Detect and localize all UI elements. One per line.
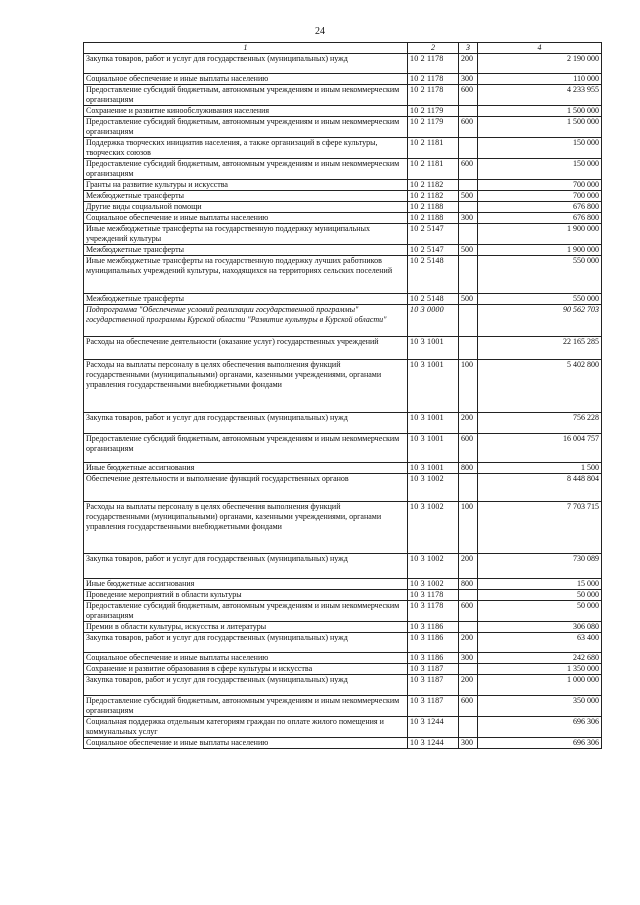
table-row <box>84 502 602 554</box>
table-row <box>84 202 602 213</box>
row-name-cell: Социальное обеспечение и иные выплаты населению <box>84 213 408 224</box>
row-sum-cell: 550 000 <box>478 294 602 305</box>
row-sum-cell: 50 000 <box>478 601 602 622</box>
row-type-cell <box>459 622 478 633</box>
row-name-cell: Сохранение и развитие образования в сфере культуры и искусства <box>84 664 408 675</box>
row-code-cell: 10 3 0000 <box>408 305 459 337</box>
row-code-cell: 10 3 1186 <box>408 633 459 653</box>
row-type-cell: 600 <box>459 434 478 463</box>
row-sum-cell: 63 400 <box>478 633 602 653</box>
row-sum-cell: 4 233 955 <box>478 85 602 106</box>
row-sum-cell: 1 900 000 <box>478 245 602 256</box>
row-name-cell: Расходы на обеспечение деятельности (оказание услуг) государственных учреждений <box>84 337 408 360</box>
row-name-cell: Иные межбюджетные трансферты на государственную поддержку лучших работников муниципальных учреждений культуры, находящихся на территориях сельских поселений <box>84 256 408 294</box>
row-type-cell: 200 <box>459 675 478 696</box>
row-type-cell <box>459 224 478 245</box>
row-type-cell: 600 <box>459 85 478 106</box>
row-sum-cell: 730 089 <box>478 554 602 579</box>
row-type-cell: 500 <box>459 294 478 305</box>
table-row <box>84 675 602 696</box>
row-sum-cell: 696 306 <box>478 738 602 749</box>
row-code-cell: 10 2 1179 <box>408 117 459 138</box>
row-code-cell: 10 2 1182 <box>408 191 459 202</box>
row-type-cell <box>459 138 478 159</box>
row-type-cell: 600 <box>459 117 478 138</box>
table-header-row <box>84 43 602 54</box>
row-code-cell: 10 3 1001 <box>408 463 459 474</box>
row-type-cell: 300 <box>459 738 478 749</box>
table-row <box>84 653 602 664</box>
row-name-cell: Предоставление субсидий бюджетным, автономным учреждениям и иным некоммерческим организациям <box>84 159 408 180</box>
row-name-cell: Расходы на выплаты персоналу в целях обеспечения выполнения функций государственными (муниципальными) органами, казенными учреждениями, органами управления государственными внебюджетными фондами <box>84 502 408 554</box>
row-sum-cell: 50 000 <box>478 590 602 601</box>
table-row <box>84 138 602 159</box>
row-sum-cell: 15 000 <box>478 579 602 590</box>
row-code-cell: 10 2 5147 <box>408 245 459 256</box>
table-row <box>84 224 602 245</box>
row-code-cell: 10 2 5148 <box>408 256 459 294</box>
row-type-cell <box>459 590 478 601</box>
row-sum-cell: 306 080 <box>478 622 602 633</box>
table-row <box>84 180 602 191</box>
row-sum-cell: 350 000 <box>478 696 602 717</box>
row-type-cell <box>459 305 478 337</box>
table-row <box>84 413 602 434</box>
row-type-cell: 800 <box>459 463 478 474</box>
row-name-cell: Гранты на развитие культуры и искусства <box>84 180 408 191</box>
row-code-cell: 10 2 5147 <box>408 224 459 245</box>
row-name-cell: Другие виды социальной помощи <box>84 202 408 213</box>
row-code-cell: 10 3 1001 <box>408 434 459 463</box>
row-type-cell: 500 <box>459 191 478 202</box>
row-name-cell: Иные межбюджетные трансферты на государственную поддержку муниципальных учреждений культуры <box>84 224 408 245</box>
table-row <box>84 633 602 653</box>
row-sum-cell: 700 000 <box>478 180 602 191</box>
row-type-cell: 800 <box>459 579 478 590</box>
row-name-cell: Сохранение и развитие кинообслуживания населения <box>84 106 408 117</box>
column-header-name: 1 <box>84 43 408 54</box>
table-row <box>84 463 602 474</box>
column-header-code: 2 <box>408 43 459 54</box>
row-code-cell: 10 3 1187 <box>408 675 459 696</box>
row-type-cell <box>459 664 478 675</box>
row-type-cell <box>459 180 478 191</box>
table-row <box>84 191 602 202</box>
row-sum-cell: 90 562 703 <box>478 305 602 337</box>
table-row <box>84 554 602 579</box>
row-name-cell: Социальная поддержка отдельным категориям граждан по оплате жилого помещения и коммунальных услуг <box>84 717 408 738</box>
row-type-cell: 200 <box>459 413 478 434</box>
row-type-cell: 600 <box>459 601 478 622</box>
table-row <box>84 738 602 749</box>
row-code-cell: 10 2 1188 <box>408 202 459 213</box>
row-code-cell: 10 3 1001 <box>408 413 459 434</box>
table-row <box>84 74 602 85</box>
row-name-cell: Социальное обеспечение и иные выплаты населению <box>84 74 408 85</box>
row-code-cell: 10 2 1188 <box>408 213 459 224</box>
row-sum-cell: 242 680 <box>478 653 602 664</box>
row-name-cell: Проведение мероприятий в области культуры <box>84 590 408 601</box>
row-code-cell: 10 2 1181 <box>408 138 459 159</box>
row-code-cell: 10 3 1244 <box>408 717 459 738</box>
row-code-cell: 10 3 1244 <box>408 738 459 749</box>
row-code-cell: 10 2 1178 <box>408 85 459 106</box>
table-row <box>84 245 602 256</box>
row-type-cell: 100 <box>459 360 478 413</box>
row-sum-cell: 756 228 <box>478 413 602 434</box>
table-row <box>84 106 602 117</box>
row-sum-cell: 8 448 804 <box>478 474 602 502</box>
row-name-cell: Закупка товаров, работ и услуг для государственных (муниципальных) нужд <box>84 413 408 434</box>
row-code-cell: 10 3 1001 <box>408 337 459 360</box>
table-row <box>84 294 602 305</box>
row-type-cell <box>459 474 478 502</box>
row-sum-cell: 1 500 <box>478 463 602 474</box>
row-code-cell: 10 3 1002 <box>408 474 459 502</box>
row-sum-cell: 2 190 000 <box>478 54 602 74</box>
row-type-cell: 300 <box>459 653 478 664</box>
row-name-cell: Закупка товаров, работ и услуг для государственных (муниципальных) нужд <box>84 675 408 696</box>
table-row <box>84 85 602 106</box>
row-sum-cell: 1 500 000 <box>478 106 602 117</box>
row-type-cell <box>459 337 478 360</box>
row-code-cell: 10 3 1186 <box>408 622 459 633</box>
row-type-cell: 100 <box>459 502 478 554</box>
row-type-cell <box>459 717 478 738</box>
row-code-cell: 10 2 1178 <box>408 74 459 85</box>
row-sum-cell: 5 402 800 <box>478 360 602 413</box>
row-name-cell: Предоставление субсидий бюджетным, автономным учреждениям и иным некоммерческим организациям <box>84 434 408 463</box>
row-sum-cell: 150 000 <box>478 159 602 180</box>
row-name-cell: Обеспечение деятельности и выполнение функций государственных органов <box>84 474 408 502</box>
row-name-cell: Иные бюджетные ассигнования <box>84 579 408 590</box>
row-name-cell: Закупка товаров, работ и услуг для государственных (муниципальных) нужд <box>84 633 408 653</box>
row-sum-cell: 1 900 000 <box>478 224 602 245</box>
row-name-cell: Подпрограмма "Обеспечение условий реализации государственной программы" государственной программы Курской области "Развитие культуры в Курской области" <box>84 305 408 337</box>
row-name-cell: Предоставление субсидий бюджетным, автономным учреждениям и иным некоммерческим организациям <box>84 117 408 138</box>
row-code-cell: 10 2 5148 <box>408 294 459 305</box>
table-row <box>84 305 602 337</box>
row-name-cell: Социальное обеспечение и иные выплаты населению <box>84 738 408 749</box>
row-name-cell: Закупка товаров, работ и услуг для государственных (муниципальных) нужд <box>84 554 408 579</box>
row-name-cell: Предоставление субсидий бюджетным, автономным учреждениям и иным некоммерческим организациям <box>84 696 408 717</box>
row-type-cell: 200 <box>459 633 478 653</box>
row-sum-cell: 1 000 000 <box>478 675 602 696</box>
table-row <box>84 590 602 601</box>
row-sum-cell: 1 500 000 <box>478 117 602 138</box>
row-type-cell: 600 <box>459 159 478 180</box>
row-code-cell: 10 3 1002 <box>408 579 459 590</box>
row-name-cell: Межбюджетные трансферты <box>84 294 408 305</box>
table-row <box>84 54 602 74</box>
row-name-cell: Предоставление субсидий бюджетным, автономным учреждениям и иным некоммерческим организациям <box>84 601 408 622</box>
row-name-cell: Предоставление субсидий бюджетным, автономным учреждениям и иным некоммерческим организациям <box>84 85 408 106</box>
row-name-cell: Социальное обеспечение и иные выплаты населению <box>84 653 408 664</box>
row-code-cell: 10 2 1182 <box>408 180 459 191</box>
row-code-cell: 10 2 1179 <box>408 106 459 117</box>
row-code-cell: 10 3 1002 <box>408 502 459 554</box>
table-row <box>84 256 602 294</box>
row-type-cell <box>459 256 478 294</box>
row-type-cell: 200 <box>459 554 478 579</box>
row-sum-cell: 16 004 757 <box>478 434 602 463</box>
row-code-cell: 10 3 1002 <box>408 554 459 579</box>
row-name-cell: Расходы на выплаты персоналу в целях обеспечения выполнения функций государственными (муниципальными) органами, казенными учреждениями, органами управления государственными внебюджетными фондами <box>84 360 408 413</box>
row-sum-cell: 700 000 <box>478 191 602 202</box>
row-code-cell: 10 2 1181 <box>408 159 459 180</box>
row-type-cell <box>459 106 478 117</box>
table-row <box>84 717 602 738</box>
row-sum-cell: 676 800 <box>478 202 602 213</box>
row-type-cell: 600 <box>459 696 478 717</box>
row-name-cell: Поддержка творческих инициатив населения, а также организаций в сфере культуры, творческих союзов <box>84 138 408 159</box>
row-code-cell: 10 3 1187 <box>408 696 459 717</box>
table-row <box>84 434 602 463</box>
row-sum-cell: 1 350 000 <box>478 664 602 675</box>
table-row <box>84 213 602 224</box>
row-code-cell: 10 3 1001 <box>408 360 459 413</box>
row-name-cell: Иные бюджетные ассигнования <box>84 463 408 474</box>
table-row <box>84 474 602 502</box>
row-sum-cell: 550 000 <box>478 256 602 294</box>
row-sum-cell: 150 000 <box>478 138 602 159</box>
table-row <box>84 579 602 590</box>
row-name-cell: Межбюджетные трансферты <box>84 245 408 256</box>
row-code-cell: 10 3 1187 <box>408 664 459 675</box>
table-row <box>84 622 602 633</box>
row-sum-cell: 7 703 715 <box>478 502 602 554</box>
table-row <box>84 664 602 675</box>
row-type-cell: 300 <box>459 213 478 224</box>
table-row <box>84 360 602 413</box>
budget-table <box>83 42 602 749</box>
column-header-type: 3 <box>459 43 478 54</box>
row-name-cell: Закупка товаров, работ и услуг для государственных (муниципальных) нужд <box>84 54 408 74</box>
row-type-cell: 500 <box>459 245 478 256</box>
row-code-cell: 10 2 1178 <box>408 54 459 74</box>
row-sum-cell: 22 165 285 <box>478 337 602 360</box>
row-type-cell: 300 <box>459 74 478 85</box>
table-row <box>84 337 602 360</box>
row-type-cell: 200 <box>459 54 478 74</box>
row-sum-cell: 110 000 <box>478 74 602 85</box>
table-row <box>84 117 602 138</box>
row-name-cell: Межбюджетные трансферты <box>84 191 408 202</box>
table-row <box>84 696 602 717</box>
table-row <box>84 159 602 180</box>
row-type-cell <box>459 202 478 213</box>
row-sum-cell: 676 800 <box>478 213 602 224</box>
row-name-cell: Премии в области культуры, искусства и литературы <box>84 622 408 633</box>
table-row <box>84 601 602 622</box>
row-code-cell: 10 3 1186 <box>408 653 459 664</box>
row-code-cell: 10 3 1178 <box>408 601 459 622</box>
row-code-cell: 10 3 1178 <box>408 590 459 601</box>
row-sum-cell: 696 306 <box>478 717 602 738</box>
page-number: 24 <box>315 26 325 37</box>
column-header-sum: 4 <box>478 43 602 54</box>
